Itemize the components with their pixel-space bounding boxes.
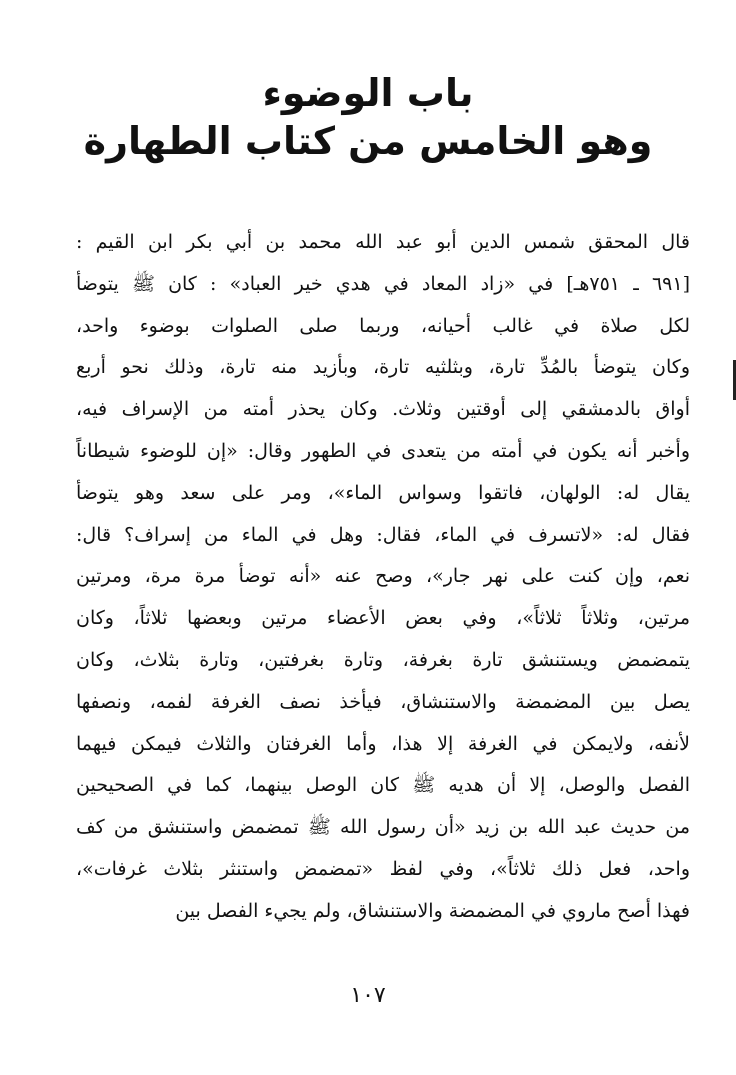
text-line: مرتين، وثلاثاً ثلاثاً»، وفي بعض الأعضاء مرتين وبعضها ثلاثاً، وكان [76, 607, 690, 630]
text-line: من حديث عبد الله بن زيد «أن رسول الله ﷺ تمضمض واستنشق من كف [76, 816, 690, 839]
text-line: نعم، وإن كنت على نهر جار»، وصح عنه «أنه توضأ مرة مرة، ومرتين [76, 565, 690, 588]
text-line: [٦٩١ ـ ٧٥١هـ] في «زاد المعاد في هدي خير العباد» : كان ﷺ يتوضأ [76, 272, 690, 295]
text-line: لأنفه، ولايمكن في الغرفة إلا هذا، وأما الغرفتان والثلاث فيمكن فيهما [76, 732, 690, 755]
chapter-title: باب الوضوء [262, 71, 474, 115]
text-line: وكان يتوضأ بالمُدِّ تارة، وبثلثيه تارة، وبأزيد منه تارة، وذلك نحو أربع [76, 356, 690, 379]
body-paragraph [76, 222, 690, 933]
text-line: وأخبر أنه يكون في أمته من يتعدى في الطهور وقال: «إن للوضوء شيطاناً [76, 439, 690, 462]
text-line: واحد، فعل ذلك ثلاثاً»، وفي لفظ «تمضمض واستنثر بثلاث غرفات»، [76, 857, 690, 880]
text-line: يتمضمض ويستنشق تارة بغرفة، وتارة بغرفتين، وتارة بثلاث، وكان [76, 648, 690, 671]
text-line: أواق بالدمشقي إلى أوقتين وثلاث. وكان يحذر أمته من الإسراف فيه، [76, 398, 690, 421]
text-line: يصل بين المضمضة والاستنشاق، فيأخذ نصف الغرفة لفمه، ونصفها [76, 690, 690, 713]
page-number: ١٠٧ [350, 983, 386, 1008]
text-line: قال المحقق شمس الدين أبو عبد الله محمد بن أبي بكر ابن القيم : [76, 231, 690, 253]
text-line: فهذا أصح ماروي في المضمضة والاستنشاق، ولم يجيء الفصل بين [175, 899, 690, 922]
chapter-subtitle: وهو الخامس من كتاب الطهارة [83, 119, 653, 163]
text-line: الفصل والوصل، إلا أن هديه ﷺ كان الوصل بينهما، كما في الصحيحين [76, 774, 690, 797]
text-line: فقال له: «لاتسرف في الماء، فقال: وهل في الماء من إسراف؟ قال: [76, 523, 690, 546]
text-line: لكل صلاة في غالب أحيانه، وربما صلى الصلوات بوضوء واحد، [76, 314, 690, 337]
text-line: يقال له: الولهان، فاتقوا وسواس الماء»، ومر على سعد وهو يتوضأ [76, 481, 690, 504]
